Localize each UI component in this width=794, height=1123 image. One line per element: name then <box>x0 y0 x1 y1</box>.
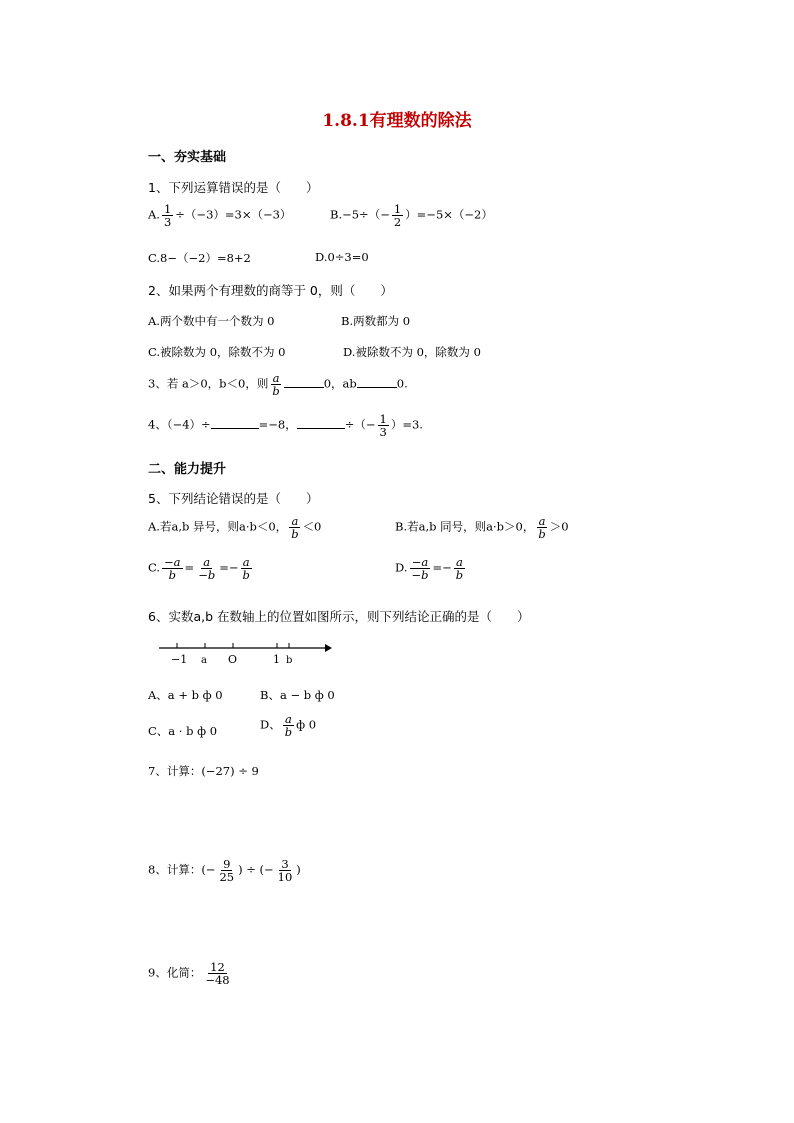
numerator: −a <box>164 555 181 569</box>
section-heading-advanced: 二、能力提升 <box>148 462 227 477</box>
question-2-option-d: D.被除数不为 0，除数为 0 <box>343 345 481 359</box>
denominator: b <box>168 568 176 583</box>
option-text: B.若a,b 同号，则a·b＞0， <box>395 519 535 534</box>
question-text: ) ÷ (− <box>238 862 274 877</box>
question-5-option-d <box>395 556 467 581</box>
question-1-option-c: C.8−（−2）=8+2 <box>148 251 251 265</box>
fraction <box>283 713 294 738</box>
number-line-figure <box>155 638 340 668</box>
fraction <box>392 203 403 228</box>
option-text: ＞0 <box>549 519 569 534</box>
question-7: 7、计算：(−27) ÷ 9 <box>148 764 259 778</box>
denominator: b <box>272 384 280 399</box>
answer-blank <box>211 428 259 429</box>
option-prefix: B.−5÷（− <box>330 207 390 222</box>
numerator: 12 <box>210 960 225 974</box>
option-text: ф 0 <box>296 717 317 732</box>
numerator: 1 <box>393 202 402 216</box>
question-text: =−8， <box>258 417 297 432</box>
question-6-option-a: A、a + b ф 0 <box>148 688 223 702</box>
option-prefix: C. <box>148 560 161 575</box>
question-5-option-a <box>148 515 321 540</box>
numerator: −a <box>411 555 429 569</box>
equals-sign: = <box>432 560 443 575</box>
equals-sign: = <box>184 560 195 575</box>
numerator: 3 <box>281 857 289 871</box>
denominator: b <box>455 568 464 583</box>
question-8 <box>148 858 301 883</box>
question-6-option-c: C、a · b ф 0 <box>148 724 218 738</box>
answer-blank <box>297 428 345 429</box>
numerator: a <box>272 371 280 385</box>
question-text: ) <box>296 862 301 877</box>
axis-label-origin: O <box>228 653 238 666</box>
numerator: a <box>284 712 292 726</box>
fraction <box>378 413 389 438</box>
numerator: 9 <box>223 857 231 871</box>
denominator: b <box>242 568 250 583</box>
question-6-option-b: B、a − b ф 0 <box>260 688 335 702</box>
denominator: b <box>284 725 293 740</box>
numerator: a <box>291 514 299 528</box>
option-text: A.若a,b 异号，则a·b＜0， <box>148 519 288 534</box>
fraction <box>276 858 295 883</box>
denominator: 10 <box>277 870 293 885</box>
question-text: ÷（− <box>344 417 376 432</box>
minus-sign: − <box>228 560 239 575</box>
numerator: a <box>456 555 463 569</box>
numerator: 1 <box>379 412 387 426</box>
question-5-option-b <box>395 515 569 540</box>
denominator: −b <box>411 568 429 583</box>
axis-arrow-icon <box>325 644 332 652</box>
option-prefix: D. <box>395 560 408 575</box>
denominator: 3 <box>163 215 172 230</box>
option-text: ）=−5×（−2） <box>405 207 493 222</box>
question-text: 0. <box>396 376 408 391</box>
fraction <box>240 556 251 581</box>
fraction <box>270 372 281 397</box>
axis-label-a: a <box>201 655 207 666</box>
minus-sign: − <box>442 560 452 575</box>
question-5-stem: 5、下列结论错误的是（ ） <box>148 491 319 506</box>
question-1-option-a <box>148 203 291 228</box>
denominator: b <box>538 527 546 542</box>
numerator: a <box>203 555 211 569</box>
question-3 <box>148 372 408 397</box>
axis-label-minus-one: −1 <box>171 653 188 666</box>
question-2-option-b: B.两数都为 0 <box>341 314 411 328</box>
question-2-option-c: C.被除数为 0，除数不为 0 <box>148 345 286 359</box>
answer-blank <box>284 387 324 388</box>
question-1-option-d: D.0÷3=0 <box>315 250 369 264</box>
denominator: −b <box>198 568 216 583</box>
question-text: 8、计算：(− <box>148 862 216 877</box>
fraction <box>217 858 236 883</box>
option-prefix: D、 <box>260 717 281 732</box>
question-1-stem: 1、下列运算错误的是（ ） <box>148 180 319 195</box>
option-text: ÷（−3）=3×（−3） <box>175 207 292 222</box>
denominator: b <box>291 527 299 542</box>
fraction <box>203 961 231 986</box>
fraction <box>409 556 430 581</box>
question-9 <box>148 961 234 986</box>
question-2-option-a: A.两个数中有一个数为 0 <box>148 314 275 328</box>
fraction <box>536 515 547 540</box>
denominator: 3 <box>379 425 387 440</box>
fraction <box>162 556 183 581</box>
option-text: ＜0 <box>302 519 322 534</box>
equals-sign: = <box>219 560 229 575</box>
question-text: 0，ab <box>323 376 357 391</box>
question-6-option-d <box>260 713 316 738</box>
numerator: a <box>538 514 546 528</box>
question-2-stem: 2、如果两个有理数的商等于 0，则（ ） <box>148 283 393 298</box>
fraction <box>289 515 300 540</box>
question-text: 9、化简： <box>148 965 202 980</box>
fraction <box>196 556 217 581</box>
axis-label-b: b <box>286 655 293 666</box>
numerator: a <box>242 555 250 569</box>
question-text: 4、（−4）÷ <box>148 417 211 432</box>
question-text: 3、若 a＞0，b＜0，则 <box>148 376 269 391</box>
denominator: −48 <box>205 973 230 988</box>
option-prefix: A. <box>148 207 160 222</box>
question-5-option-c <box>148 556 254 581</box>
answer-blank <box>357 387 397 388</box>
question-4 <box>148 413 423 438</box>
page-title: 1.8.1有理数的除法 <box>322 111 472 131</box>
question-1-option-b <box>330 203 493 228</box>
denominator: 2 <box>393 215 402 230</box>
fraction <box>162 203 173 228</box>
question-6-stem: 6、实数a,b 在数轴上的位置如图所示，则下列结论正确的是（ ） <box>148 609 530 624</box>
denominator: 25 <box>219 870 235 885</box>
fraction <box>454 556 465 581</box>
numerator: 1 <box>163 202 172 216</box>
question-text: ）=3. <box>390 417 423 432</box>
section-heading-basics: 一、夯实基础 <box>148 150 227 165</box>
axis-label-one: 1 <box>273 653 280 666</box>
